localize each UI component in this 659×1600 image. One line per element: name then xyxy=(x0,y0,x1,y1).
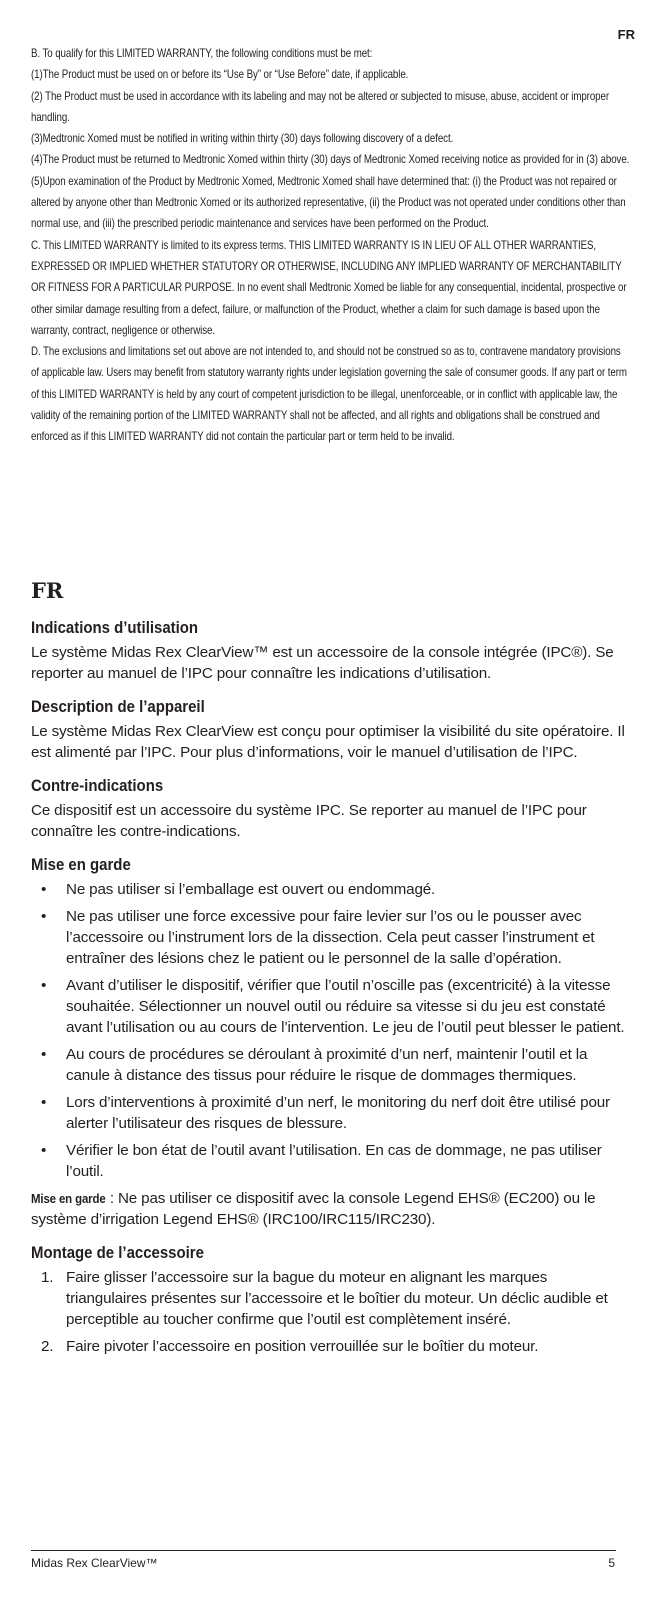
list-item xyxy=(31,1044,631,1086)
list-item-text: Au cours de procédures se déroulant à proximité d’un nerf, maintenir l’outil et la canule à distance des tissus pour réduire le risque de dommages thermiques. xyxy=(66,1046,588,1084)
footer-divider xyxy=(31,1550,616,1551)
list-item-text: Lors d’interventions à proximité d’un nerf, le monitoring du nerf doit être utilisé pour alerter l’utilisateur des risques de blessure. xyxy=(66,1094,610,1132)
warning-note xyxy=(31,1188,631,1230)
indications-heading: Indications d’utilisation xyxy=(31,618,199,637)
warranty-paragraph: (2) The Product must be used in accordance with its labeling and may not be altered or subjected to misuse, abuse, accident or improper handling. xyxy=(31,89,609,124)
section-title: FR xyxy=(31,578,64,603)
warranty-paragraph: (4)The Product must be returned to Medtronic Xomed within thirty (30) days of Medtronic Xomed receiving notice as provided for in (3) above. xyxy=(31,153,630,167)
description-heading: Description de l’appareil xyxy=(31,697,205,716)
bullet-icon: • xyxy=(41,977,47,994)
warranty-paragraph: C. This LIMITED WARRANTY is limited to its express terms. THIS LIMITED WARRANTY IS IN LIEU OF ALL OTHER WARRANTIES, EXPRESSED OR IMPLIED WHETHER STATUTORY OR OTHERWISE, INCLUDING ANY IMPLIED WARRANTY OF MERCHANTABILITY OR FITNESS FOR A PARTICULAR PURPOSE. In no event shall Medtronic Xomed be liable for any consequential, incidental, prospective or other similar damage resulting from a defect, failure, or malfunction of the Product, whether a claim for such damage is based upon the warranty, contract, negligence or otherwise. xyxy=(31,238,627,337)
warranty-paragraph: B. To qualify for this LIMITED WARRANTY, the following conditions must be met: xyxy=(31,47,373,60)
step-text: Faire glisser l’accessoire sur la bague du moteur en alignant les marques triangulaires présentes sur l’accessoire et le boîtier du moteur. Un déclic audible et perceptible au toucher confirme que l’outil est complètement inséré. xyxy=(66,1269,608,1328)
list-item xyxy=(31,906,631,969)
bullet-icon: • xyxy=(41,1142,47,1159)
footer-product-name: Midas Rex ClearView™ xyxy=(31,1556,158,1570)
page-number: 5 xyxy=(608,1556,615,1570)
warranty-text-block xyxy=(31,43,631,448)
description-text: Le système Midas Rex ClearView est conçu pour optimiser la visibilité du site opératoire. Il est alimenté par l’IPC. Pour plus d’informations, voir le manuel d’utilisation de l’IPC. xyxy=(31,723,625,761)
language-code-label: FR xyxy=(617,27,635,42)
step-number: 1. xyxy=(41,1269,54,1286)
warranty-paragraph: D. The exclusions and limitations set out above are not intended to, and should not be construed so as to, contravene mandatory provisions of applicable law. Users may benefit from statutory warranty rights under legislation governing the sale of consumer goods. If any part or term of this LIMITED WARRANTY is held by any court of competent jurisdiction to be illegal, unenforceable, or in conflict with applicable law, the validity of the remaining portion of the LIMITED WARRANTY shall not be affected, and all rights and obligations shall be construed and enforced as if this LIMITED WARRANTY did not contain the particular part or term held to be invalid. xyxy=(31,345,627,444)
bullet-icon: • xyxy=(41,1046,47,1063)
assembly-steps xyxy=(31,1267,631,1357)
list-item xyxy=(31,1140,631,1182)
step-text: Faire pivoter l’accessoire en position verrouillée sur le boîtier du moteur. xyxy=(66,1338,539,1355)
step-item xyxy=(31,1267,631,1330)
indications-text: Le système Midas Rex ClearView™ est un accessoire de la console intégrée (IPC®). Se reporter au manuel de l’IPC pour connaître les indications d’utilisation. xyxy=(31,644,614,682)
step-number: 2. xyxy=(41,1338,54,1355)
list-item-text: Avant d’utiliser le dispositif, vérifier que l’outil n’oscille pas (excentricité) à la vitesse souhaitée. Sélectionner un nouvel outil ou réduire sa vitesse si du jeu est constaté avant l’utilisation ou au cours de l’intervention. Le jeu de l’outil peut blesser le patient. xyxy=(66,977,625,1036)
list-item xyxy=(31,975,631,1038)
warning-note-text: : Ne pas utiliser ce dispositif avec la console Legend EHS® (EC200) ou le système d’irrigation Legend EHS® (IRC100/IRC115/IRC230). xyxy=(31,1190,596,1228)
warranty-paragraph: (3)Medtronic Xomed must be notified in writing within thirty (30) days following discovery of a defect. xyxy=(31,132,454,146)
warranty-paragraph: (1)The Product must be used on or before its “Use By” or “Use Before” date, if applicable. xyxy=(31,68,409,82)
contraindications-heading: Contre-indications xyxy=(31,776,164,795)
warning-heading: Mise en garde xyxy=(31,855,131,874)
list-item xyxy=(31,879,631,900)
list-item-text: Ne pas utiliser si l’emballage est ouvert ou endommagé. xyxy=(66,881,436,898)
bullet-icon: • xyxy=(41,1094,47,1111)
list-item-text: Ne pas utiliser une force excessive pour faire levier sur l’os ou le pousser avec l’accessoire ou l’instrument lors de la dissection. Cela peut casser l’instrument et entraîner des lésions chez le patient ou le personnel de la salle d’opération. xyxy=(66,908,595,967)
step-item xyxy=(31,1336,631,1357)
warning-list xyxy=(31,879,631,1182)
contraindications-text: Ce dispositif est un accessoire du système IPC. Se reporter au manuel de l’IPC pour connaître les contre-indications. xyxy=(31,802,587,840)
list-item-text: Vérifier le bon état de l’outil avant l’utilisation. En cas de dommage, ne pas utiliser l’outil. xyxy=(66,1142,602,1180)
assembly-heading: Montage de l’accessoire xyxy=(31,1243,204,1262)
bullet-icon: • xyxy=(41,881,47,898)
warranty-paragraph: (5)Upon examination of the Product by Medtronic Xomed, Medtronic Xomed shall have determined that: (i) the Product was not repaired or altered by anyone other than Medtronic Xomed or its authorized representative, (ii) the Product was not operated under conditions other than normal use, and (iii) the prescribed periodic maintenance and services have been performed on the Product. xyxy=(31,174,626,231)
warning-note-label: Mise en garde xyxy=(31,1191,106,1206)
french-section xyxy=(31,578,631,1363)
list-item xyxy=(31,1092,631,1134)
bullet-icon: • xyxy=(41,908,47,925)
